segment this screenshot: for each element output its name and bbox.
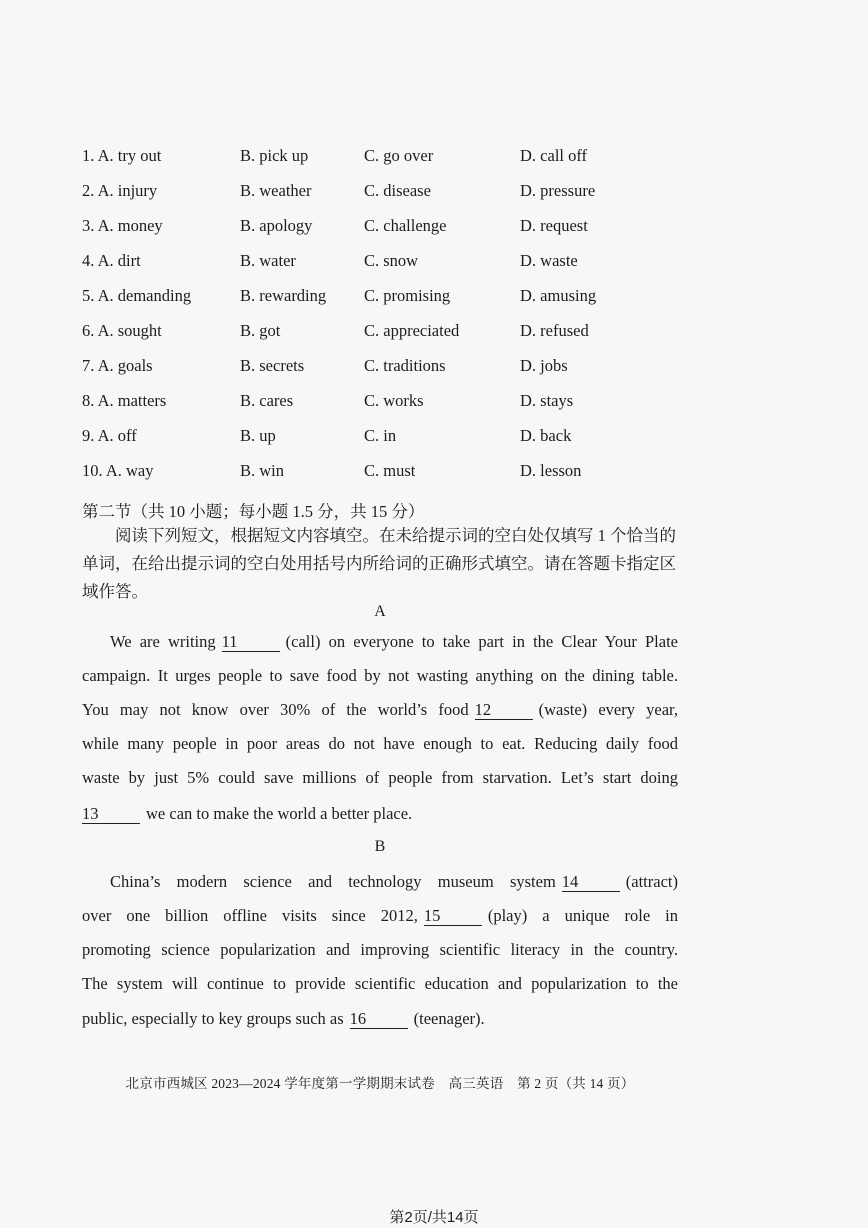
option-choice: D. jobs (520, 356, 568, 375)
option-row (0, 181, 868, 211)
option-row (0, 391, 868, 421)
option-choice: C. promising (364, 286, 451, 305)
passage-a-label: A (374, 603, 386, 620)
option-choice: C. snow (364, 251, 419, 270)
option-choice: D. back (520, 426, 572, 445)
option-choice: B. water (240, 251, 296, 270)
option-choice: C. works (364, 391, 424, 410)
page-number: 第2页/共14页 (389, 1209, 479, 1226)
blank-12: 12 (475, 701, 533, 720)
option-row (0, 251, 868, 281)
option-choice: B. rewarding (240, 286, 327, 305)
option-choice: C. in (364, 426, 397, 445)
option-choice: C. challenge (364, 216, 447, 235)
option-choice: D. call off (520, 146, 588, 165)
section-heading: 第二节（共 10 小题；每小题 1.5 分，共 15 分） (82, 502, 425, 521)
option-choice: B. up (240, 426, 276, 445)
option-choice: 6. A. sought (82, 321, 162, 340)
passage-b-line: public, especially to key groups such as 16 (teenager). (82, 1009, 485, 1028)
option-choice: 2. A. injury (82, 181, 158, 200)
blank-14: 14 (562, 873, 620, 892)
blank-15: 15 (424, 907, 482, 926)
option-choice: B. win (240, 461, 285, 480)
option-row (0, 461, 868, 491)
option-choice: C. traditions (364, 356, 446, 375)
passage-a-line: waste by just 5% could save millions of people from starvation. Let’s start doing (82, 768, 678, 787)
option-choice: B. weather (240, 181, 312, 200)
option-choice: 7. A. goals (82, 356, 153, 375)
option-choice: C. go over (364, 146, 434, 165)
option-row (0, 216, 868, 246)
option-choice: D. amusing (520, 286, 597, 305)
option-choice: D. waste (520, 251, 578, 270)
passage-a-line: while many people in poor areas do not have enough to eat. Reducing daily food (82, 734, 678, 753)
option-choice: D. pressure (520, 181, 596, 200)
page-footer: 北京市西城区 2023—2024 学年度第一学期期末试卷 高三英语 第 2 页（共 14 页） (125, 1076, 635, 1091)
option-choice: 3. A. money (82, 216, 163, 235)
option-choice: 4. A. dirt (82, 251, 141, 270)
blank-13: 13 (82, 805, 140, 824)
option-choice: C. appreciated (364, 321, 460, 340)
passage-b-line: promoting science popularization and improving scientific literacy in the country. (82, 940, 678, 959)
option-choice: 5. A. demanding (82, 286, 192, 305)
option-choice: B. got (240, 321, 281, 340)
option-row (0, 356, 868, 386)
option-choice: B. secrets (240, 356, 305, 375)
option-row (0, 321, 868, 351)
option-row (0, 426, 868, 456)
passage-a-line: campaign. It urges people to save food by not wasting anything on the dining table. (82, 666, 678, 685)
section-instructions: 阅读下列短文，根据短文内容填空。在未给提示词的空白处仅填写 1 个恰当的单词，在给出提示词的空白处用括号内所给词的正确形式填空。请在答题卡指定区域作答。 (82, 526, 676, 601)
option-choice: D. stays (520, 391, 574, 410)
option-choice: 1. A. try out (82, 146, 162, 165)
option-choice: 8. A. matters (82, 391, 167, 410)
option-choice: B. cares (240, 391, 294, 410)
option-choice: D. refused (520, 321, 589, 340)
option-choice: C. disease (364, 181, 431, 200)
passage-a-line: You may not know over 30% of the world’s food 12 (waste) every year, (82, 700, 678, 719)
option-choice: D. lesson (520, 461, 582, 480)
passage-a-line: 13 we can to make the world a better place. (82, 804, 413, 823)
option-choice: 10. A. way (82, 461, 154, 480)
passage-b-label: B (374, 838, 386, 855)
option-choice: B. pick up (240, 146, 309, 165)
passage-b-line: over one billion offline visits since 2012, 15 (play) a unique role in (82, 906, 678, 925)
passage-b-line: China’s modern science and technology museum system 14 (attract) (110, 872, 678, 891)
option-choice: 9. A. off (82, 426, 137, 445)
option-choice: D. request (520, 216, 588, 235)
option-choice: C. must (364, 461, 416, 480)
passage-a-line: We are writing 11 (call) on everyone to take part in the Clear Your Plate (110, 632, 678, 651)
passage-b-line: The system will continue to provide scientific education and popularization to the (82, 974, 678, 993)
blank-16: 16 (350, 1010, 408, 1029)
option-row (0, 146, 868, 176)
blank-11: 11 (222, 633, 280, 652)
option-choice: B. apology (240, 216, 313, 235)
option-row (0, 286, 868, 316)
